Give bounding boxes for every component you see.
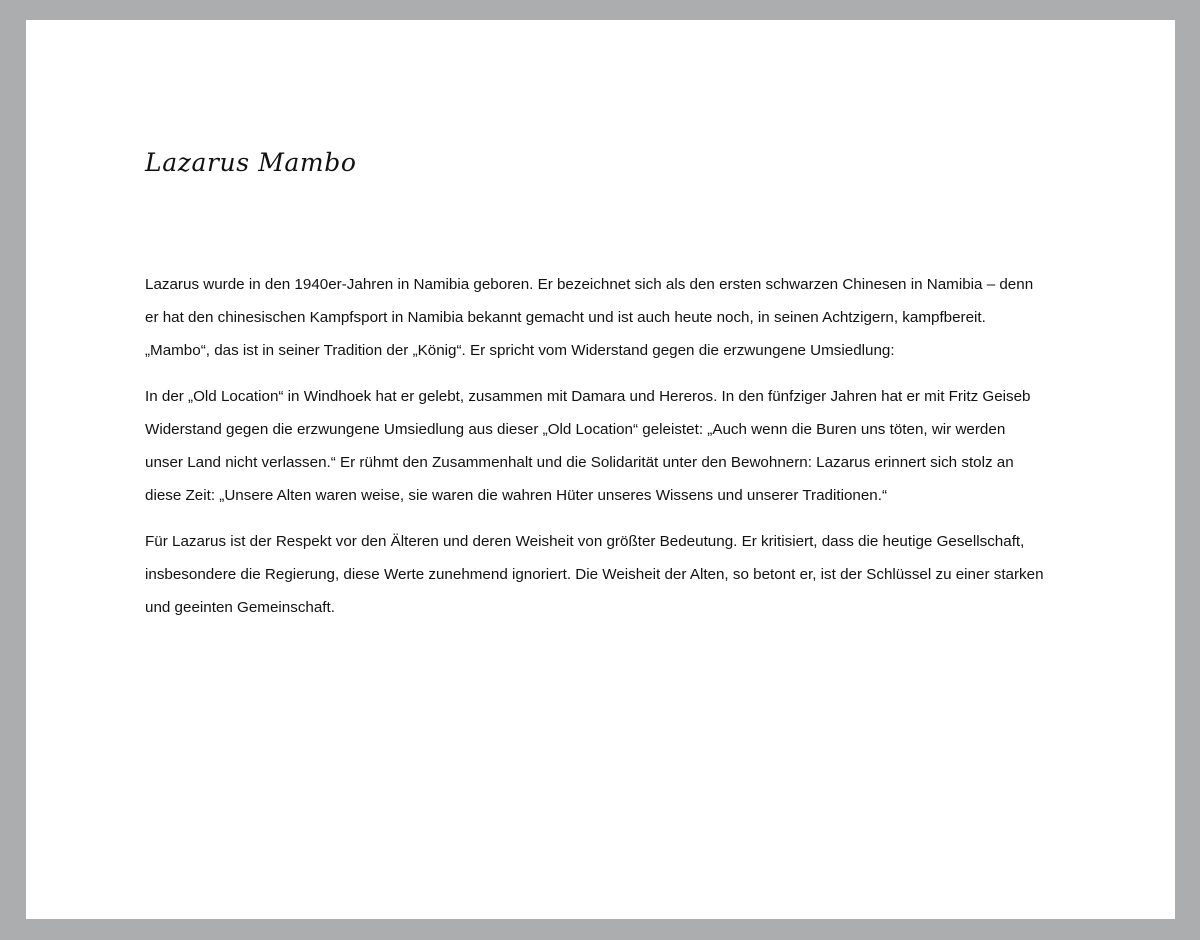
paragraph-birth-and-background: Lazarus wurde in den 1940er-Jahren in Namibia geboren. Er bezeichnet sich als den ersten schwarzen Chinesen in Namibia – denn er hat den chinesischen Kampfsport in Namibia bekannt gemacht und ist auch heute noch, in seinen Achtzigern, kampfbereit. „Mambo“, das ist in seiner Tradition der „König“. Er spricht vom Widerstand gegen die erzwungene Umsiedlung:	[145, 276, 1034, 359]
paragraph-old-location-resistance: In der „Old Location“ in Windhoek hat er gelebt, zusammen mit Damara und Hereros. In den fünfziger Jahren hat er mit Fritz Geiseb Widerstand gegen die erzwungene Umsiedlung aus dieser „Old Location“ geleistet: „Auch wenn die Buren uns töten, wir werden unser Land nicht verlassen.“ Er rühmt den Zusammenhalt und die Solidarität unter den Bewohnern: Lazarus erinnert sich stolz an diese Zeit: „Unsere Alten waren weise, sie waren die wahren Hüter unseres Wissens und unserer Traditionen.“	[145, 388, 1031, 504]
document-page	[26, 20, 1175, 919]
paragraph-respect-for-elders: Für Lazarus ist der Respekt vor den Älteren und deren Weisheit von größter Bedeutung. Er kritisiert, dass die heutige Gesellschaft, insbesondere die Regierung, diese Werte zunehmend ignoriert. Die Weisheit der Alten, so betont er, ist der Schlüssel zu einer starken und geeinten Gemeinschaft.	[145, 533, 1044, 616]
document-body	[145, 268, 1045, 637]
document-title: Lazarus Mambo	[145, 148, 357, 177]
